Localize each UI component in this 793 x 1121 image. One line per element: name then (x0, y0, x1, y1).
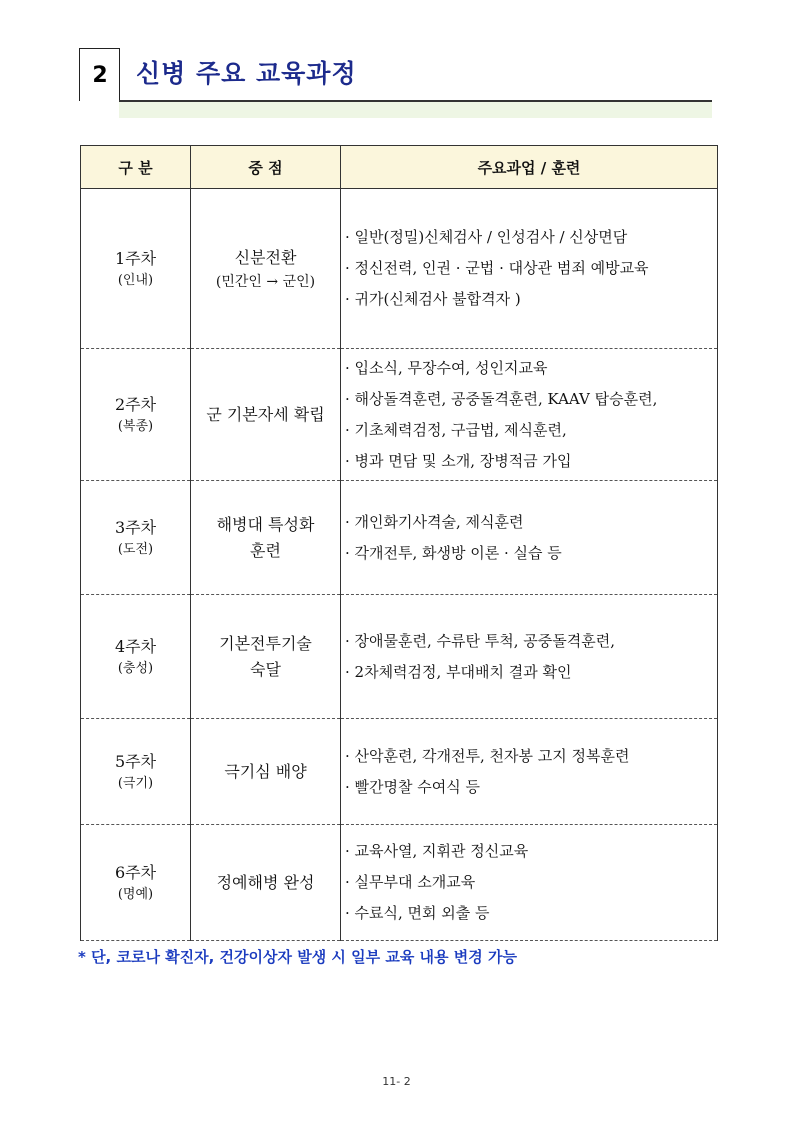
table-row (81, 595, 718, 719)
table-row (81, 825, 718, 941)
week-virtue: (명예) (117, 886, 154, 902)
focus-sub-label: (민간인 → 군인) (215, 273, 316, 290)
page-number: 11- 2 (382, 1075, 411, 1088)
week-cell (81, 349, 191, 481)
week-cell (81, 595, 191, 719)
task-item: · 장애물훈련, 수류탄 투척, 공중돌격훈련, (345, 631, 615, 650)
focus-cell (191, 719, 341, 825)
week-cell (81, 719, 191, 825)
task-item: · 각개전투, 화생방 이론 · 실습 등 (345, 543, 562, 562)
task-item: · 실무부대 소개교육 (345, 873, 476, 891)
week-label: 5주차 (114, 751, 157, 771)
focus-cell (191, 825, 341, 941)
tasks-cell (341, 595, 718, 719)
focus-label: 군 기본자세 확립 (206, 404, 325, 424)
focus-cell (191, 481, 341, 595)
task-item: · 해상돌격훈련, 공중돌격훈련, KAAV 탑승훈련, (345, 389, 658, 408)
week-label: 4주차 (114, 636, 157, 656)
header-divider (119, 48, 120, 102)
week-label: 3주차 (114, 517, 157, 537)
section-number: 2 (79, 48, 120, 101)
week-label: 2주차 (114, 394, 157, 414)
task-item: · 산악훈련, 각개전투, 천자봉 고지 정복훈련 (345, 746, 630, 765)
week-cell (81, 825, 191, 941)
week-virtue: (인내) (117, 272, 154, 288)
tasks-cell (341, 825, 718, 941)
focus-label: 기본전투기술 (219, 633, 312, 653)
task-item: · 개인화기사격술, 제식훈련 (345, 512, 524, 531)
week-label: 6주차 (114, 862, 157, 882)
focus-label-line2: 훈련 (250, 540, 281, 560)
table-row (81, 719, 718, 825)
curriculum-table (80, 145, 718, 941)
footnote: * 단, 코로나 확진자, 건강이상자 발생 시 일부 교육 내용 변경 가능 (78, 948, 517, 966)
table-header-row (81, 146, 718, 189)
focus-label: 정예해병 완성 (216, 872, 315, 892)
focus-cell (191, 595, 341, 719)
task-item: · 입소식, 무장수여, 성인지교육 (345, 358, 548, 377)
week-cell (81, 481, 191, 595)
header-band (119, 102, 712, 118)
week-label: 1주차 (114, 248, 157, 268)
task-item: · 귀가(신체검사 불합격자 ) (345, 290, 521, 308)
tasks-cell (341, 481, 718, 595)
week-virtue: (도전) (117, 541, 154, 557)
task-item: · 일반(정밀)신체검사 / 인성검사 / 신상면담 (345, 228, 628, 246)
header-tasks: 주요과업 / 훈련 (341, 146, 718, 189)
table-row (81, 189, 718, 349)
task-item: · 병과 면담 및 소개, 장병적금 가입 (345, 451, 572, 470)
focus-label: 해병대 특성화 (216, 514, 315, 534)
table-row (81, 481, 718, 595)
tasks-cell (341, 349, 718, 481)
focus-label: 극기심 배양 (224, 761, 307, 781)
task-item: · 교육사열, 지휘관 정신교육 (345, 842, 529, 860)
header-category: 구 분 (81, 146, 191, 189)
table-row (81, 349, 718, 481)
week-virtue: (복종) (117, 418, 154, 434)
header-focus: 중 점 (191, 146, 341, 189)
task-item: · 수료식, 면회 외출 등 (345, 904, 490, 922)
task-item: · 기초체력검정, 구급법, 제식훈련, (345, 420, 567, 439)
section-title: 신병 주요 교육과정 (136, 59, 357, 88)
focus-cell (191, 349, 341, 481)
task-item: · 빨간명찰 수여식 등 (345, 777, 480, 796)
focus-cell (191, 189, 341, 349)
tasks-cell (341, 189, 718, 349)
focus-label-line2: 숙달 (250, 659, 281, 679)
task-item: · 정신전력, 인권 · 군법 · 대상관 범죄 예방교육 (345, 259, 649, 277)
focus-label: 신분전환 (234, 247, 297, 267)
task-item: · 2차체력검정, 부대배치 결과 확인 (345, 662, 572, 681)
week-virtue: (극기) (117, 775, 154, 791)
week-cell (81, 189, 191, 349)
tasks-cell (341, 719, 718, 825)
week-virtue: (충성) (117, 660, 154, 676)
